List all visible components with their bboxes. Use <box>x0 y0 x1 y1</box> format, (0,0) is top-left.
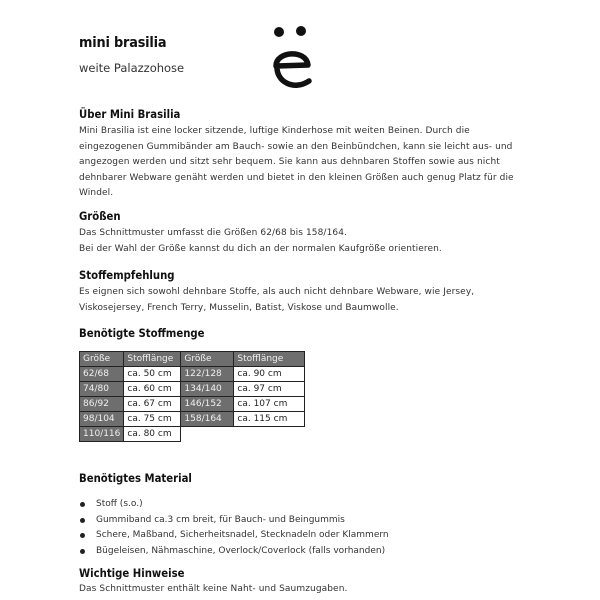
list-item <box>79 544 389 560</box>
size-cell: 74/80 <box>80 382 124 397</box>
header-length: Stofflänge <box>234 352 305 367</box>
about-text <box>79 124 514 202</box>
material-item-label: Bügeleisen, Nähmaschine, Overlock/Coverlock (falls vorhanden) <box>96 545 386 556</box>
header-size: Größe <box>181 352 234 367</box>
length-cell: ca. 97 cm <box>234 382 305 397</box>
about-heading: Über Mini Brasilia <box>79 107 181 121</box>
about-line: Windel. <box>79 188 114 198</box>
size-cell: 110/116 <box>80 427 124 442</box>
length-cell: ca. 107 cm <box>234 397 305 412</box>
notes-heading: Wichtige Hinweise <box>79 566 185 580</box>
about-line: angezogen werden und sitzt sehr bequem. Sie kann aus dehnbaren Stoffen sowie aus nicht <box>79 157 500 167</box>
sizes-line: Das Schnittmuster umfasst die Größen 62/68 bis 158/164. <box>79 228 348 238</box>
about-line: dehnbarer Webware genäht werden und bietet in den kleinen Größen auch genug Platz für die <box>79 172 514 183</box>
bullet-icon <box>80 502 85 507</box>
about-line: eingezogenen Gummibänder am Bauch- sowie an den Beinbündchen, kann sie leicht aus- und <box>79 141 513 152</box>
empty-cell <box>181 427 234 442</box>
table-row <box>80 382 305 397</box>
sizes-text <box>79 226 479 257</box>
bullet-icon <box>80 518 85 523</box>
length-cell: ca. 75 cm <box>124 412 181 427</box>
size-cell: 62/68 <box>80 367 124 382</box>
length-cell: ca. 115 cm <box>234 412 305 427</box>
fabric-amount-table <box>79 351 305 442</box>
page-title: mini brasilia <box>79 35 167 51</box>
empty-cell <box>234 427 305 442</box>
fabric-heading: Stoffempfehlung <box>79 268 175 282</box>
length-cell: ca. 60 cm <box>124 382 181 397</box>
size-cell: 134/140 <box>181 382 234 397</box>
material-list <box>79 497 389 559</box>
length-cell: ca. 80 cm <box>124 427 181 442</box>
list-item <box>79 497 389 513</box>
page-subtitle: weite Palazzohose <box>79 61 185 75</box>
list-item <box>79 513 389 529</box>
list-item <box>79 528 389 544</box>
table-row <box>80 412 305 427</box>
header-length: Stofflänge <box>124 352 181 367</box>
sizes-line: Bei der Wahl der Größe kannst du dich an der normalen Kaufgröße orientieren. <box>79 243 442 254</box>
material-item-label: Gummiband ca.3 cm breit, für Bauch- und Beingummis <box>96 514 345 525</box>
sizes-heading: Größen <box>79 209 121 223</box>
length-cell: ca. 67 cm <box>124 397 181 412</box>
table-row <box>80 427 305 442</box>
bullet-icon <box>80 549 85 554</box>
amount-heading: Benötigte Stoffmenge <box>79 326 205 340</box>
material-item-label: Stoff (s.o.) <box>96 499 143 509</box>
size-cell: 146/152 <box>181 397 234 412</box>
notes-line: Das Schnittmuster enthält keine Naht- und Saumzugaben. <box>79 584 348 594</box>
size-cell: 98/104 <box>80 412 124 427</box>
size-cell: 122/128 <box>181 367 234 382</box>
fabric-text <box>79 285 479 316</box>
size-cell: 158/164 <box>181 412 234 427</box>
bullet-icon <box>80 533 85 538</box>
material-heading: Benötigtes Material <box>79 471 192 485</box>
header-size: Größe <box>80 352 124 367</box>
length-cell: ca. 90 cm <box>234 367 305 382</box>
length-cell: ca. 50 cm <box>124 367 181 382</box>
fabric-line: Viskosejersey, French Terry, Musselin, Batist, Viskose und Baumwolle. <box>79 302 399 313</box>
fabric-line: Es eignen sich sowohl dehnbare Stoffe, als auch nicht dehnbare Webware, wie Jersey, <box>79 287 475 297</box>
brand-logo <box>262 18 322 94</box>
notes-text <box>79 582 479 598</box>
table-row <box>80 397 305 412</box>
size-cell: 86/92 <box>80 397 124 412</box>
about-line: Mini Brasilia ist eine locker sitzende, luftige Kinderhose mit weiten Beinen. Durch die <box>79 126 470 136</box>
table-header-row <box>80 352 305 367</box>
table-row <box>80 367 305 382</box>
material-item-label: Schere, Maßband, Sicherheitsnadel, Stecknadeln oder Klammern <box>96 530 389 540</box>
